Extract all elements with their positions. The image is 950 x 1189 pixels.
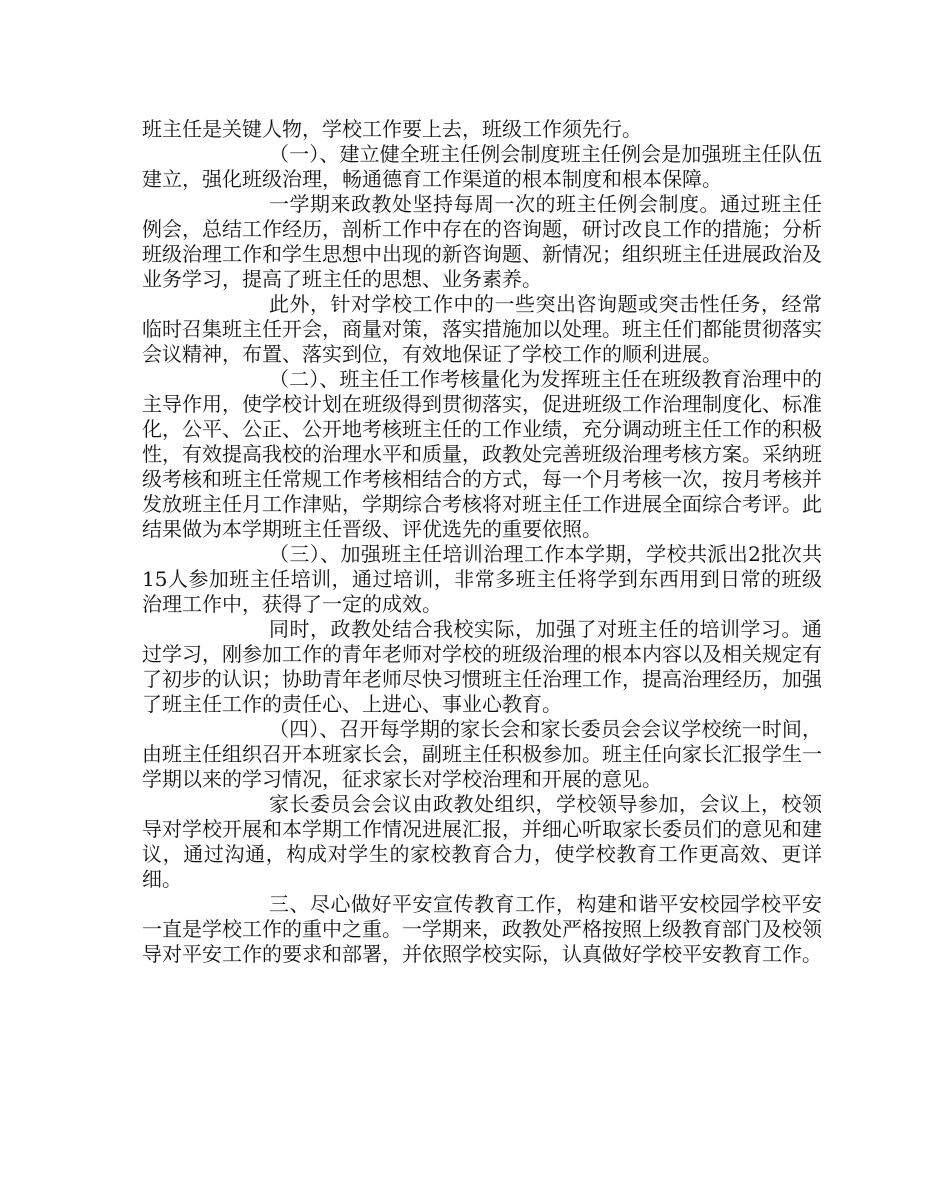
paragraph-6: （三）、加强班主任培训治理工作本学期，学校共派出2批次共15人参加班主任培训，通过培训，非常多班主任将学到东西用到日常的班级治理工作中，获得了一定的成效。 xyxy=(142,542,822,616)
paragraph-4: 此外，针对学校工作中的一些突出咨询题或突击性任务，经常临时召集班主任开会，商量对策，落实措施加以处理。班主任们都能贯彻落实会议精神，布置、落实到位，有效地保证了学校工作的顺利进展。 xyxy=(142,292,822,366)
paragraph-5: （二）、班主任工作考核量化为发挥班主任在班级教育治理中的主导作用，使学校计划在班级得到贯彻落实，促进班级工作治理制度化、标准化，公平、公正、公开地考核班主任的工作业绩，充分调动班主任工作的积极性，有效提高我校的治理水平和质量，政教处完善班级治理考核方案。采纳班级考核和班主任常规工作考核相结合的方式，每一个月考核一次，按月考核并发放班主任月工作津贴，学期综合考核将对班主任工作进展全面综合考评。此结果做为本学期班主任晋级、评优选先的重要依照。 xyxy=(142,367,822,541)
document-body xyxy=(142,117,822,967)
paragraph-9: 家长委员会会议由政教处组织，学校领导参加，会议上，校领导对学校开展和本学期工作情况进展汇报，并细心听取家长委员们的意见和建议，通过沟通，构成对学生的家校教育合力，使学校教育工作更高效、更详细。 xyxy=(142,792,822,891)
paragraph-10: 三、尽心做好平安宣传教育工作，构建和谐平安校园学校平安一直是学校工作的重中之重。一学期来，政教处严格按照上级教育部门及校领导对平安工作的要求和部署，并依照学校实际，认真做好学校平安教育工作。 xyxy=(142,892,822,966)
paragraph-3: 一学期来政教处坚持每周一次的班主任例会制度。通过班主任例会，总结工作经历，剖析工作中存在的咨询题，研讨改良工作的措施；分析班级治理工作和学生思想中出现的新咨询题、新情况；组织班主任进展政治及业务学习，提高了班主任的思想、业务素养。 xyxy=(142,192,822,291)
paragraph-8: （四）、召开每学期的家长会和家长委员会会议学校统一时间，由班主任组织召开本班家长会，副班主任积极参加。班主任向家长汇报学生一学期以来的学习情况，征求家长对学校治理和开展的意见。 xyxy=(142,717,822,791)
paragraph-2: （一）、建立健全班主任例会制度班主任例会是加强班主任队伍建立，强化班级治理，畅通德育工作渠道的根本制度和根本保障。 xyxy=(142,142,822,191)
paragraph-1: 班主任是关键人物，学校工作要上去，班级工作须先行。 xyxy=(142,117,642,141)
paragraph-7: 同时，政教处结合我校实际，加强了对班主任的培训学习。通过学习，刚参加工作的青年老师对学校的班级治理的根本内容以及相关规定有了初步的认识；协助青年老师尽快习惯班主任治理工作，提高治理经历，加强了班主任工作的责任心、上进心、事业心教育。 xyxy=(142,617,822,716)
